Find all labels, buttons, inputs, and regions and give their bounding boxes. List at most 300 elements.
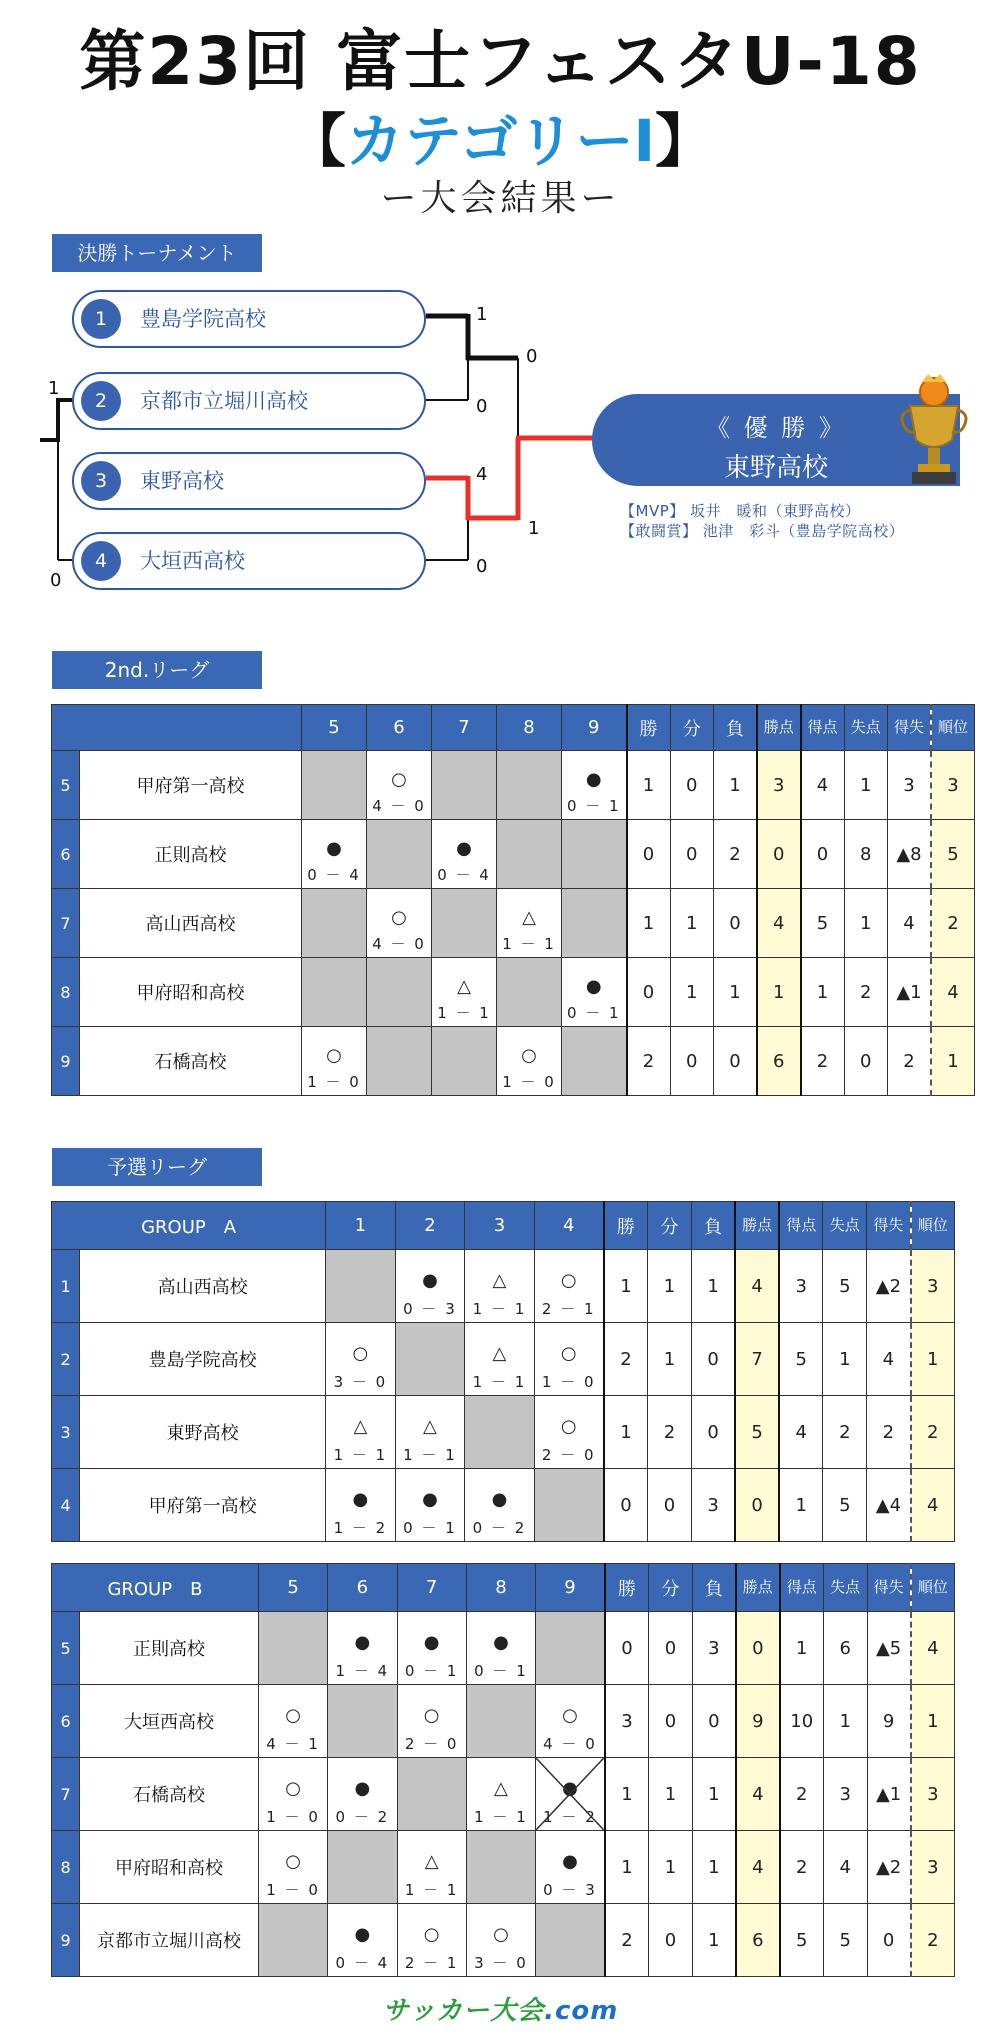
table-row	[52, 1831, 955, 1904]
result-symbol: ●	[354, 1924, 371, 1945]
match-result-cell	[562, 751, 627, 820]
match-result-cell	[367, 889, 432, 958]
stat-goals-against: 5	[823, 1904, 867, 1977]
stat-wins: 0	[627, 820, 671, 889]
category-close-bracket: 】	[655, 107, 714, 175]
category-label: カテゴリーI	[345, 107, 656, 175]
stat-goal-difference: ▲1	[867, 1758, 911, 1831]
table-header-cell: 5	[258, 1564, 327, 1612]
result-symbol: ●	[354, 1632, 371, 1653]
result-symbol: ○	[391, 907, 407, 928]
table-header-cell: 勝点	[757, 705, 801, 751]
stat-goals-against: 2	[823, 1396, 867, 1469]
result-symbol: ○	[560, 1416, 577, 1437]
match-score: 1 － 2	[543, 1808, 597, 1826]
bracket-team-1	[72, 290, 426, 348]
stat-points: 9	[736, 1685, 780, 1758]
stat-rank: 1	[911, 1323, 955, 1396]
match-result-cell	[465, 1469, 535, 1542]
row-number: 7	[52, 1758, 80, 1831]
match-result-cell	[534, 1396, 604, 1469]
result-symbol: ○	[285, 1851, 301, 1872]
match-result-cell	[328, 1685, 397, 1758]
match-result-cell	[302, 820, 367, 889]
stat-points: 6	[757, 1027, 801, 1096]
result-symbol: ●	[326, 838, 342, 859]
stat-goals-for: 0	[801, 820, 845, 889]
result-symbol: ○	[562, 1705, 578, 1726]
team-name: 石橋高校	[80, 1758, 259, 1831]
table-header-cell: 8	[497, 705, 562, 751]
table-header-cell	[52, 705, 302, 751]
match-result-cell	[536, 1685, 605, 1758]
table-header-cell: 順位	[931, 705, 975, 751]
stat-wins: 1	[627, 751, 671, 820]
match-score: 1 － 1	[502, 935, 556, 953]
team-name: 大垣西高校	[80, 1685, 259, 1758]
team-name: 正則高校	[80, 1612, 259, 1685]
match-result-cell	[536, 1831, 605, 1904]
match-score: 0 － 3	[403, 1300, 457, 1318]
match-score: 1 － 1	[474, 1808, 528, 1826]
row-number: 2	[52, 1323, 80, 1396]
match-result-cell	[465, 1396, 535, 1469]
stat-rank: 4	[931, 958, 975, 1027]
table-header-cell: 勝	[604, 1202, 648, 1250]
result-symbol: ●	[493, 1632, 509, 1653]
match-score: 4 － 1	[266, 1735, 320, 1753]
stat-losses: 3	[691, 1469, 735, 1542]
stat-rank: 4	[911, 1612, 955, 1685]
bracket-team-name: 東野高校	[140, 469, 224, 493]
stat-rank: 2	[931, 889, 975, 958]
stat-wins: 0	[604, 1469, 648, 1542]
stat-points: 0	[757, 820, 801, 889]
match-score: 1 － 0	[266, 1881, 320, 1899]
table-row	[52, 1250, 955, 1323]
stat-goals-for: 5	[779, 1323, 823, 1396]
result-symbol: ○	[423, 1705, 440, 1726]
team-name: 豊島学院高校	[80, 1323, 326, 1396]
stat-goals-against: 1	[823, 1323, 867, 1396]
bracket-score-semi-top: 0	[526, 346, 538, 367]
table-row	[52, 1396, 955, 1469]
category-open-bracket: 【	[287, 107, 346, 175]
match-result-cell	[395, 1396, 465, 1469]
match-result-cell	[497, 958, 562, 1027]
stat-wins: 2	[627, 1027, 671, 1096]
table-header-cell: 得点	[801, 705, 845, 751]
stat-draws: 1	[648, 1250, 692, 1323]
table-header-cell: 勝	[605, 1564, 649, 1612]
match-result-cell	[397, 1612, 466, 1685]
table-header-cell: 得失	[867, 1564, 911, 1612]
match-result-cell	[328, 1831, 397, 1904]
table-header-cell: 分	[649, 1564, 693, 1612]
bracket-team-number: 4	[81, 541, 121, 581]
match-score: 0 － 4	[307, 866, 361, 884]
stat-points: 0	[736, 1612, 780, 1685]
match-result-cell	[432, 958, 497, 1027]
stat-losses: 1	[692, 1831, 736, 1904]
match-result-cell	[302, 751, 367, 820]
stat-wins: 2	[605, 1904, 649, 1977]
stat-goal-difference: 4	[867, 1323, 911, 1396]
match-score: 3 － 0	[474, 1954, 528, 1972]
match-score: 2 － 0	[541, 1446, 596, 1464]
stat-losses: 1	[714, 751, 758, 820]
table-header-cell: 6	[328, 1564, 397, 1612]
table-row	[52, 889, 975, 958]
stat-wins: 1	[627, 889, 671, 958]
table-header-cell: 7	[432, 705, 497, 751]
stat-goals-against: 5	[823, 1469, 867, 1542]
table-header-row	[52, 705, 975, 751]
match-result-cell	[397, 1904, 466, 1977]
table-row	[52, 820, 975, 889]
match-result-cell	[562, 820, 627, 889]
table-header-cell: 失点	[823, 1202, 867, 1250]
table-header-cell: 7	[397, 1564, 466, 1612]
result-symbol: ○	[423, 1924, 440, 1945]
match-result-cell	[562, 889, 627, 958]
stat-rank: 5	[931, 820, 975, 889]
stat-rank: 3	[931, 751, 975, 820]
match-result-cell	[466, 1758, 535, 1831]
match-score: 0 － 1	[566, 797, 621, 815]
result-symbol: ○	[352, 1343, 369, 1364]
match-result-cell	[367, 1027, 432, 1096]
table-header-cell: 3	[465, 1202, 535, 1250]
team-name: 甲府第一高校	[80, 1469, 326, 1542]
stat-rank: 3	[911, 1758, 955, 1831]
match-score: 1 － 1	[333, 1446, 388, 1464]
stat-points: 7	[735, 1323, 779, 1396]
table-row	[52, 1612, 955, 1685]
result-symbol: △	[423, 1416, 437, 1437]
bracket-score-team4: 0	[476, 556, 488, 577]
table-header-cell: 分	[670, 705, 714, 751]
stat-goal-difference: 9	[867, 1685, 911, 1758]
row-number: 8	[52, 1831, 80, 1904]
stat-points: 5	[735, 1396, 779, 1469]
match-result-cell	[432, 751, 497, 820]
stat-goal-difference: ▲1	[888, 958, 932, 1027]
bracket-team-3	[72, 452, 426, 510]
match-result-cell	[367, 958, 432, 1027]
trophy-icon	[898, 370, 970, 490]
match-result-cell	[302, 1027, 367, 1096]
result-symbol: ○	[285, 1778, 301, 1799]
result-symbol: ○	[493, 1924, 509, 1945]
match-result-cell	[302, 958, 367, 1027]
result-symbol: ○	[391, 769, 407, 790]
table-header-cell: GROUP B	[52, 1564, 259, 1612]
stat-wins: 1	[604, 1396, 648, 1469]
result-symbol: △	[457, 976, 471, 997]
match-result-cell	[258, 1831, 327, 1904]
stat-rank: 2	[911, 1904, 955, 1977]
stat-draws: 2	[648, 1396, 692, 1469]
stat-goals-for: 4	[779, 1396, 823, 1469]
stat-points: 4	[736, 1831, 780, 1904]
table-row	[52, 1904, 955, 1977]
stat-goal-difference: ▲5	[867, 1612, 911, 1685]
stat-goals-for: 2	[801, 1027, 845, 1096]
stat-goals-for: 1	[801, 958, 845, 1027]
stat-goals-against: 0	[844, 1027, 888, 1096]
table-header-row	[52, 1564, 955, 1612]
table-header-cell: 得点	[779, 1202, 823, 1250]
table-row	[52, 1469, 955, 1542]
result-symbol: ○	[560, 1343, 577, 1364]
second-league-table	[51, 704, 975, 1096]
match-result-cell	[536, 1758, 605, 1831]
table-header-cell: 負	[691, 1202, 735, 1250]
stat-losses: 0	[692, 1685, 736, 1758]
group-a-table	[51, 1201, 955, 1542]
match-result-cell	[258, 1612, 327, 1685]
table-header-cell: 負	[692, 1564, 736, 1612]
team-name: 甲府昭和高校	[80, 958, 302, 1027]
stat-losses: 2	[714, 820, 758, 889]
match-result-cell	[466, 1685, 535, 1758]
match-score: 1 － 1	[437, 1004, 491, 1022]
site-logo-domain: .com	[544, 1996, 619, 2026]
match-result-cell	[326, 1396, 396, 1469]
stat-draws: 0	[670, 820, 714, 889]
match-result-cell	[497, 889, 562, 958]
stat-draws: 1	[670, 958, 714, 1027]
stat-points: 0	[735, 1469, 779, 1542]
match-score: 1 － 1	[404, 1881, 459, 1899]
match-result-cell	[395, 1469, 465, 1542]
table-row	[52, 958, 975, 1027]
stat-wins: 1	[605, 1758, 649, 1831]
match-result-cell	[328, 1904, 397, 1977]
stat-goals-for: 1	[779, 1469, 823, 1542]
match-result-cell	[367, 751, 432, 820]
result-symbol: ○	[521, 1045, 537, 1066]
result-symbol: △	[522, 907, 536, 928]
stat-wins: 1	[604, 1250, 648, 1323]
match-result-cell	[326, 1469, 396, 1542]
result-symbol: ●	[585, 769, 602, 790]
award-fighting: 【敢闘賞】 池津 彩斗（豊島学院高校）	[620, 522, 905, 540]
stat-draws: 0	[670, 1027, 714, 1096]
match-score: 1 － 2	[333, 1519, 388, 1537]
result-symbol: ●	[352, 1489, 369, 1510]
bracket-team-name: 大垣西高校	[140, 549, 245, 573]
site-logo	[0, 1990, 1001, 2027]
match-score: 2 － 1	[541, 1300, 596, 1318]
table-header-cell: 得失	[867, 1202, 911, 1250]
results-subtitle: ー大会結果ー	[380, 178, 621, 219]
result-symbol: ●	[562, 1851, 578, 1872]
table-header-cell: 9	[536, 1564, 605, 1612]
stat-draws: 0	[648, 1469, 692, 1542]
result-symbol: △	[494, 1778, 508, 1799]
result-symbol: △	[492, 1270, 507, 1291]
stat-draws: 0	[649, 1685, 693, 1758]
page-title: 第23回 富士フェスタU-18	[79, 23, 922, 100]
stat-points: 4	[736, 1758, 780, 1831]
stat-goals-against: 1	[823, 1685, 867, 1758]
bracket-team-name: 京都市立堀川高校	[140, 389, 308, 413]
table-header-cell: 得失	[888, 705, 932, 751]
row-number: 9	[52, 1027, 80, 1096]
match-score: 1 － 0	[502, 1073, 556, 1091]
match-result-cell	[328, 1612, 397, 1685]
stat-goals-against: 5	[823, 1250, 867, 1323]
stat-wins: 0	[605, 1612, 649, 1685]
result-symbol: △	[353, 1416, 368, 1437]
match-score: 1 － 4	[335, 1662, 390, 1680]
match-score: 0 － 2	[335, 1808, 390, 1826]
bracket-score-left-top: 1	[48, 378, 60, 399]
table-header-cell: 順位	[911, 1202, 955, 1250]
match-result-cell	[395, 1323, 465, 1396]
match-score: 4 － 0	[543, 1735, 597, 1753]
table-header-cell: 失点	[823, 1564, 867, 1612]
match-result-cell	[432, 1027, 497, 1096]
result-symbol: ●	[491, 1489, 508, 1510]
group-b-table	[51, 1563, 955, 1977]
match-score: 0 － 1	[474, 1662, 528, 1680]
row-number: 4	[52, 1469, 80, 1542]
bracket-score-team3: 4	[476, 464, 488, 485]
stat-draws: 1	[670, 889, 714, 958]
table-header-cell: 順位	[911, 1564, 955, 1612]
section-final-tournament: 決勝トーナメント	[52, 234, 262, 272]
match-result-cell	[466, 1904, 535, 1977]
match-result-cell	[302, 889, 367, 958]
stat-losses: 0	[714, 1027, 758, 1096]
match-result-cell	[534, 1250, 604, 1323]
row-number: 5	[52, 1612, 80, 1685]
stat-goals-against: 8	[844, 820, 888, 889]
result-symbol: △	[424, 1851, 439, 1872]
table-header-cell: 負	[714, 705, 758, 751]
section-prelim-league: 予選リーグ	[52, 1148, 262, 1186]
match-score: 3 － 0	[333, 1373, 388, 1391]
match-result-cell	[395, 1250, 465, 1323]
table-header-cell: 得点	[780, 1564, 824, 1612]
stat-goals-against: 6	[823, 1612, 867, 1685]
stat-points: 4	[757, 889, 801, 958]
result-symbol: ○	[285, 1705, 301, 1726]
row-number: 9	[52, 1904, 80, 1977]
match-result-cell	[432, 820, 497, 889]
table-row	[52, 1758, 955, 1831]
result-symbol: △	[492, 1343, 507, 1364]
table-row	[52, 1027, 975, 1096]
stat-draws: 0	[670, 751, 714, 820]
team-name: 高山西高校	[80, 889, 302, 958]
table-header-cell: GROUP A	[52, 1202, 326, 1250]
team-name: 京都市立堀川高校	[80, 1904, 259, 1977]
match-result-cell	[534, 1323, 604, 1396]
match-score: 2 － 1	[404, 1954, 459, 1972]
stat-goal-difference: 0	[867, 1904, 911, 1977]
match-score: 1 － 0	[541, 1373, 596, 1391]
stat-goals-for: 5	[780, 1904, 824, 1977]
stat-wins: 2	[604, 1323, 648, 1396]
bracket-team-number: 1	[81, 299, 121, 339]
row-number: 6	[52, 1685, 80, 1758]
stat-wins: 0	[627, 958, 671, 1027]
result-symbol: ●	[456, 838, 472, 859]
match-result-cell	[466, 1831, 535, 1904]
stat-goal-difference: 2	[867, 1396, 911, 1469]
row-number: 8	[52, 958, 80, 1027]
match-result-cell	[258, 1904, 327, 1977]
stat-goals-for: 10	[780, 1685, 824, 1758]
table-header-cell: 勝点	[735, 1202, 779, 1250]
stat-draws: 0	[649, 1904, 693, 1977]
result-symbol: ●	[585, 976, 602, 997]
table-header-row	[52, 1202, 955, 1250]
bracket-team-name: 豊島学院高校	[140, 307, 266, 331]
match-score: 0 － 4	[335, 1954, 390, 1972]
team-name: 高山西高校	[80, 1250, 326, 1323]
bracket-score-team1: 1	[476, 304, 488, 325]
stat-goals-for: 3	[779, 1250, 823, 1323]
match-score: 2 － 0	[404, 1735, 459, 1753]
stat-draws: 0	[649, 1612, 693, 1685]
stat-goal-difference: 4	[888, 889, 932, 958]
bracket-team-number: 3	[81, 461, 121, 501]
match-result-cell	[465, 1250, 535, 1323]
table-header-cell: 5	[302, 705, 367, 751]
stat-rank: 3	[911, 1250, 955, 1323]
stat-points: 3	[757, 751, 801, 820]
stat-losses: 1	[714, 958, 758, 1027]
stat-goals-for: 1	[780, 1612, 824, 1685]
match-result-cell	[497, 820, 562, 889]
champion-label: 《 優 勝 》	[706, 414, 846, 442]
result-symbol: ●	[354, 1778, 371, 1799]
match-score: 0 － 4	[437, 866, 491, 884]
stat-losses: 0	[691, 1396, 735, 1469]
stat-goal-difference: ▲4	[867, 1469, 911, 1542]
match-score: 1 － 0	[307, 1073, 361, 1091]
match-score: 4 － 0	[372, 935, 426, 953]
team-name: 甲府昭和高校	[80, 1831, 259, 1904]
stat-losses: 0	[691, 1323, 735, 1396]
match-result-cell	[465, 1323, 535, 1396]
stat-goals-against: 2	[844, 958, 888, 1027]
stat-goals-against: 1	[844, 751, 888, 820]
table-header-cell: 4	[534, 1202, 604, 1250]
site-logo-text: サッカー大会	[382, 1996, 545, 2026]
bracket-score-team2: 0	[476, 396, 488, 417]
table-header-cell: 2	[395, 1202, 465, 1250]
match-result-cell	[562, 958, 627, 1027]
team-name: 東野高校	[80, 1396, 326, 1469]
stat-losses: 0	[714, 889, 758, 958]
result-symbol: ●	[422, 1270, 438, 1291]
section-second-league: 2nd.リーグ	[52, 651, 262, 689]
match-score: 0 － 1	[403, 1519, 457, 1537]
match-score: 1 － 1	[472, 1300, 527, 1318]
match-result-cell	[497, 1027, 562, 1096]
match-result-cell	[258, 1685, 327, 1758]
match-result-cell	[326, 1250, 396, 1323]
match-result-cell	[536, 1904, 605, 1977]
stat-losses: 1	[691, 1250, 735, 1323]
match-score: 0 － 1	[404, 1662, 459, 1680]
